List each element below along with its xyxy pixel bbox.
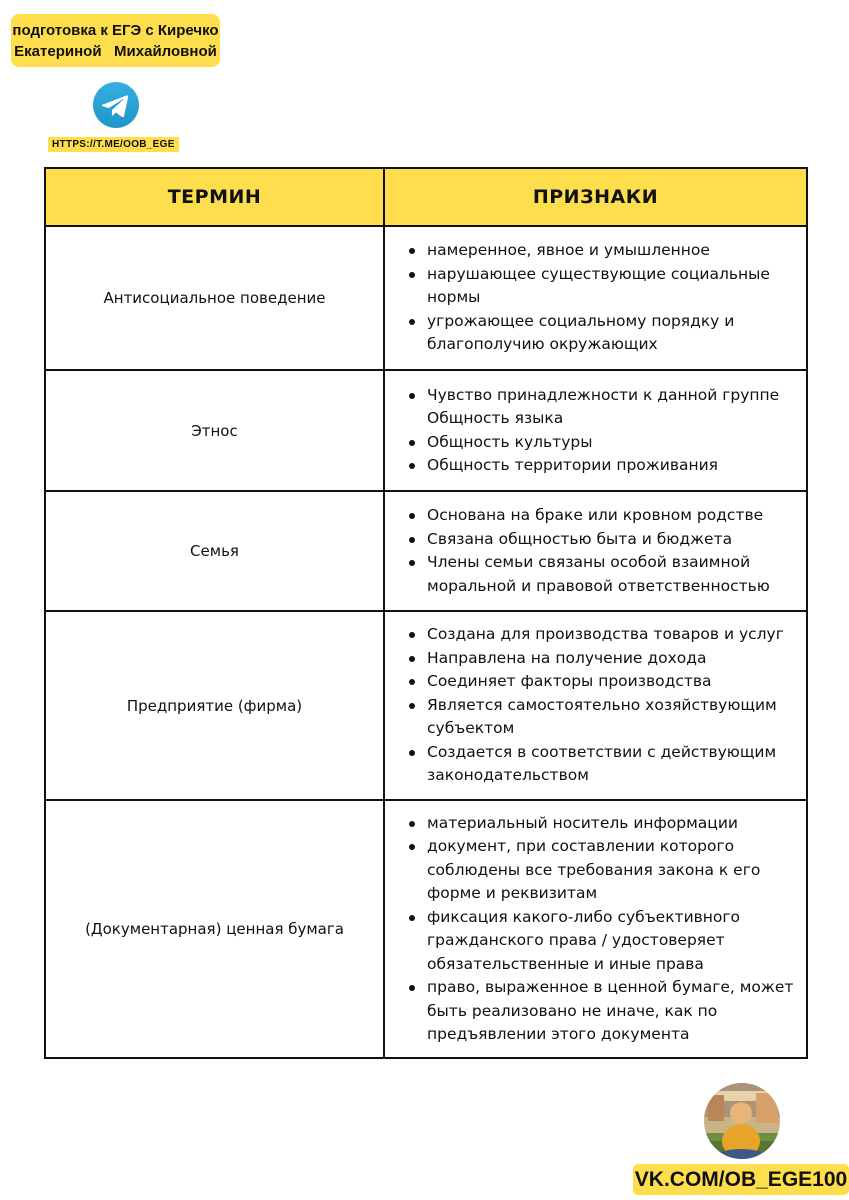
sign-item: угрожающее социальному порядку и благополучию окружающих — [399, 310, 798, 357]
author-avatar — [704, 1083, 780, 1159]
term-cell: (Документарная) ценная бумага — [45, 800, 384, 1058]
sign-item: Общность языка — [427, 409, 564, 427]
table-row — [45, 226, 807, 370]
term-cell: Семья — [45, 491, 384, 611]
table-row — [45, 370, 807, 491]
term-cell: Антисоциальное поведение — [45, 226, 384, 370]
signs-cell — [384, 800, 807, 1058]
table-row — [45, 611, 807, 800]
column-header-signs: ПРИЗНАКИ — [384, 168, 807, 226]
badge-line-1: подготовка к ЕГЭ с Киречко — [12, 21, 219, 39]
sign-item: право, выраженное в ценной бумаге, может быть реализовано не иначе, как по предъявлении этого документа — [399, 976, 798, 1047]
author-badge — [11, 14, 220, 67]
signs-cell — [384, 370, 807, 491]
sign-item: Общность культуры — [399, 431, 798, 455]
signs-cell — [384, 226, 807, 370]
table-row — [45, 491, 807, 611]
term-cell: Этнос — [45, 370, 384, 491]
table-row — [45, 800, 807, 1058]
vk-link[interactable]: VK.COM/OB_EGE100 — [633, 1164, 849, 1195]
term-cell: Предприятие (фирма) — [45, 611, 384, 800]
sign-item: фиксация какого-либо субъективного гражданского права / удостоверяет обязательственные и иные права — [399, 906, 798, 977]
sign-item: документ, при составлении которого соблюдены все требования закона к его форме и реквизитам — [399, 835, 798, 906]
badge-line-2: Екатериной Михайловной — [14, 42, 217, 60]
sign-item: материальный носитель информации — [399, 812, 798, 836]
sign-item: нарушающее существующие социальные нормы — [399, 263, 798, 310]
sign-item: Является самостоятельно хозяйствующим субъектом — [399, 694, 798, 741]
sign-item: Связана общностью быта и бюджета — [399, 528, 798, 552]
sign-item: Создана для производства товаров и услуг — [399, 623, 798, 647]
table-header-row — [45, 168, 807, 226]
sign-item: Основана на браке или кровном родстве — [399, 504, 798, 528]
signs-cell — [384, 611, 807, 800]
sign-item: Чувство принадлежности к данной группе — [399, 384, 798, 408]
signs-cell — [384, 491, 807, 611]
telegram-link[interactable]: HTTPS://T.ME/OOB_EGE — [48, 137, 179, 152]
sign-item: Члены семьи связаны особой взаимной моральной и правовой ответственностью — [399, 551, 798, 598]
sign-item: Создается в соответствии с действующим законодательством — [399, 741, 798, 788]
terms-table — [44, 167, 808, 1059]
telegram-icon[interactable] — [93, 82, 139, 128]
sign-item: Общность территории проживания — [399, 454, 798, 478]
column-header-term: ТЕРМИН — [45, 168, 384, 226]
sign-item: намеренное, явное и умышленное — [399, 239, 798, 263]
sign-item: Направлена на получение дохода — [399, 647, 798, 671]
sign-item: Соединяет факторы производства — [399, 670, 798, 694]
